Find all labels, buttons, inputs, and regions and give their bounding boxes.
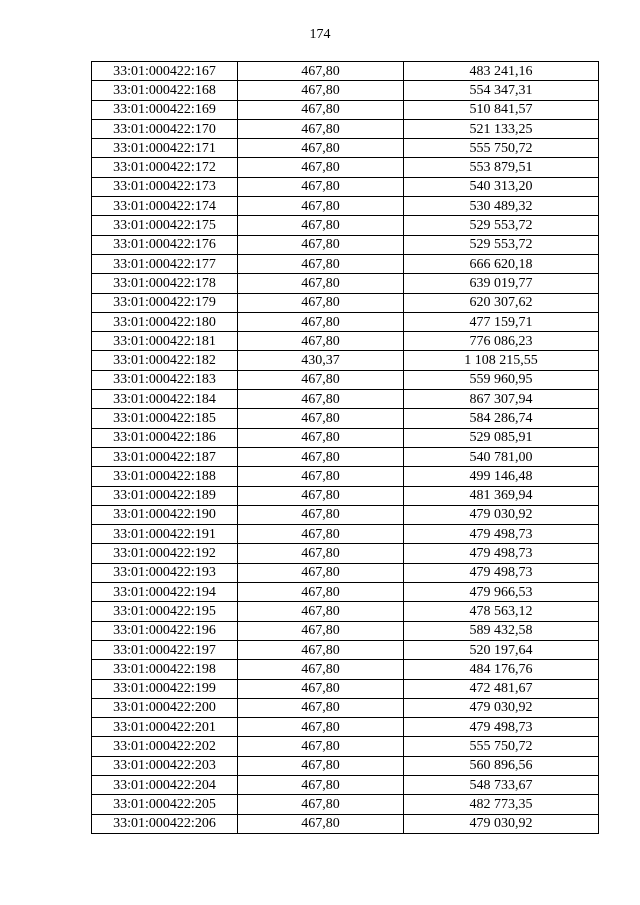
area-cell: 467,80 — [238, 660, 404, 679]
cadastral-number-cell: 33:01:000422:170 — [92, 119, 238, 138]
area-cell: 467,80 — [238, 583, 404, 602]
area-cell: 467,80 — [238, 158, 404, 177]
cadastral-number-cell: 33:01:000422:182 — [92, 351, 238, 370]
area-cell: 467,80 — [238, 274, 404, 293]
cadastral-number-cell: 33:01:000422:197 — [92, 640, 238, 659]
table-row — [92, 756, 599, 775]
table-row — [92, 254, 599, 273]
table-row — [92, 775, 599, 794]
cadastral-number-cell: 33:01:000422:193 — [92, 563, 238, 582]
value-cell: 540 781,00 — [404, 447, 599, 466]
cadastral-number-cell: 33:01:000422:173 — [92, 177, 238, 196]
value-cell: 479 498,73 — [404, 563, 599, 582]
cadastral-number-cell: 33:01:000422:181 — [92, 332, 238, 351]
cadastral-number-cell: 33:01:000422:184 — [92, 390, 238, 409]
value-cell: 520 197,64 — [404, 640, 599, 659]
value-cell: 589 432,58 — [404, 621, 599, 640]
value-cell: 521 133,25 — [404, 119, 599, 138]
value-cell: 481 369,94 — [404, 486, 599, 505]
cadastral-number-cell: 33:01:000422:187 — [92, 447, 238, 466]
cadastral-number-cell: 33:01:000422:198 — [92, 660, 238, 679]
table-row — [92, 370, 599, 389]
table-row — [92, 274, 599, 293]
area-cell: 467,80 — [238, 718, 404, 737]
cadastral-number-cell: 33:01:000422:179 — [92, 293, 238, 312]
table-row — [92, 505, 599, 524]
area-cell: 467,80 — [238, 254, 404, 273]
area-cell: 467,80 — [238, 544, 404, 563]
cadastral-number-cell: 33:01:000422:172 — [92, 158, 238, 177]
area-cell: 430,37 — [238, 351, 404, 370]
area-cell: 467,80 — [238, 81, 404, 100]
table-row — [92, 621, 599, 640]
value-cell: 479 966,53 — [404, 583, 599, 602]
value-cell: 554 347,31 — [404, 81, 599, 100]
cadastral-number-cell: 33:01:000422:201 — [92, 718, 238, 737]
area-cell: 467,80 — [238, 486, 404, 505]
cadastral-number-cell: 33:01:000422:168 — [92, 81, 238, 100]
value-cell: 478 563,12 — [404, 602, 599, 621]
area-cell: 467,80 — [238, 698, 404, 717]
area-cell: 467,80 — [238, 563, 404, 582]
value-cell: 472 481,67 — [404, 679, 599, 698]
area-cell: 467,80 — [238, 119, 404, 138]
value-cell: 529 085,91 — [404, 428, 599, 447]
cadastral-number-cell: 33:01:000422:195 — [92, 602, 238, 621]
value-cell: 483 241,16 — [404, 62, 599, 81]
value-cell: 867 307,94 — [404, 390, 599, 409]
cadastral-number-cell: 33:01:000422:167 — [92, 62, 238, 81]
area-cell: 467,80 — [238, 467, 404, 486]
area-cell: 467,80 — [238, 62, 404, 81]
area-cell: 467,80 — [238, 775, 404, 794]
area-cell: 467,80 — [238, 216, 404, 235]
value-cell: 479 498,73 — [404, 544, 599, 563]
table-row — [92, 583, 599, 602]
value-cell: 553 879,51 — [404, 158, 599, 177]
table-row — [92, 602, 599, 621]
area-cell: 467,80 — [238, 756, 404, 775]
cadastral-number-cell: 33:01:000422:203 — [92, 756, 238, 775]
value-cell: 1 108 215,55 — [404, 351, 599, 370]
area-cell: 467,80 — [238, 197, 404, 216]
value-cell: 479 030,92 — [404, 505, 599, 524]
area-cell: 467,80 — [238, 814, 404, 833]
table-row — [92, 737, 599, 756]
value-cell: 555 750,72 — [404, 737, 599, 756]
table-row — [92, 698, 599, 717]
area-cell: 467,80 — [238, 640, 404, 659]
value-cell: 479 030,92 — [404, 814, 599, 833]
value-cell: 584 286,74 — [404, 409, 599, 428]
cadastral-number-cell: 33:01:000422:202 — [92, 737, 238, 756]
cadastral-number-cell: 33:01:000422:194 — [92, 583, 238, 602]
value-cell: 776 086,23 — [404, 332, 599, 351]
table-row — [92, 100, 599, 119]
table-row — [92, 62, 599, 81]
table-row — [92, 216, 599, 235]
value-cell: 499 146,48 — [404, 467, 599, 486]
value-cell: 484 176,76 — [404, 660, 599, 679]
value-cell: 529 553,72 — [404, 216, 599, 235]
value-cell: 548 733,67 — [404, 775, 599, 794]
data-table — [91, 61, 599, 834]
table-row — [92, 390, 599, 409]
area-cell: 467,80 — [238, 505, 404, 524]
area-cell: 467,80 — [238, 447, 404, 466]
table-body — [92, 62, 599, 834]
value-cell: 529 553,72 — [404, 235, 599, 254]
table-row — [92, 679, 599, 698]
cadastral-number-cell: 33:01:000422:180 — [92, 312, 238, 331]
table-row — [92, 563, 599, 582]
area-cell: 467,80 — [238, 679, 404, 698]
value-cell: 560 896,56 — [404, 756, 599, 775]
cadastral-number-cell: 33:01:000422:199 — [92, 679, 238, 698]
area-cell: 467,80 — [238, 235, 404, 254]
table-row — [92, 467, 599, 486]
table-row — [92, 795, 599, 814]
table-row — [92, 197, 599, 216]
cadastral-number-cell: 33:01:000422:183 — [92, 370, 238, 389]
cadastral-number-cell: 33:01:000422:171 — [92, 139, 238, 158]
area-cell: 467,80 — [238, 409, 404, 428]
area-cell: 467,80 — [238, 312, 404, 331]
area-cell: 467,80 — [238, 525, 404, 544]
area-cell: 467,80 — [238, 177, 404, 196]
table-row — [92, 409, 599, 428]
value-cell: 559 960,95 — [404, 370, 599, 389]
cadastral-number-cell: 33:01:000422:196 — [92, 621, 238, 640]
value-cell: 477 159,71 — [404, 312, 599, 331]
table-row — [92, 544, 599, 563]
table-row — [92, 177, 599, 196]
table-row — [92, 119, 599, 138]
area-cell: 467,80 — [238, 602, 404, 621]
table-row — [92, 486, 599, 505]
table-row — [92, 293, 599, 312]
area-cell: 467,80 — [238, 293, 404, 312]
cadastral-number-cell: 33:01:000422:204 — [92, 775, 238, 794]
table-row — [92, 447, 599, 466]
cadastral-number-cell: 33:01:000422:175 — [92, 216, 238, 235]
table-row — [92, 428, 599, 447]
table-row — [92, 525, 599, 544]
area-cell: 467,80 — [238, 621, 404, 640]
value-cell: 479 498,73 — [404, 525, 599, 544]
value-cell: 479 498,73 — [404, 718, 599, 737]
table-row — [92, 718, 599, 737]
cadastral-number-cell: 33:01:000422:189 — [92, 486, 238, 505]
page-number: 174 — [309, 27, 331, 42]
cadastral-number-cell: 33:01:000422:169 — [92, 100, 238, 119]
area-cell: 467,80 — [238, 100, 404, 119]
cadastral-number-cell: 33:01:000422:190 — [92, 505, 238, 524]
table-row — [92, 814, 599, 833]
table-row — [92, 81, 599, 100]
area-cell: 467,80 — [238, 390, 404, 409]
area-cell: 467,80 — [238, 428, 404, 447]
table-row — [92, 660, 599, 679]
cadastral-number-cell: 33:01:000422:200 — [92, 698, 238, 717]
value-cell: 666 620,18 — [404, 254, 599, 273]
value-cell: 482 773,35 — [404, 795, 599, 814]
value-cell: 620 307,62 — [404, 293, 599, 312]
table-row — [92, 158, 599, 177]
table-row — [92, 640, 599, 659]
table-row — [92, 139, 599, 158]
area-cell: 467,80 — [238, 370, 404, 389]
cadastral-number-cell: 33:01:000422:176 — [92, 235, 238, 254]
area-cell: 467,80 — [238, 332, 404, 351]
cadastral-number-cell: 33:01:000422:177 — [92, 254, 238, 273]
value-cell: 555 750,72 — [404, 139, 599, 158]
value-cell: 530 489,32 — [404, 197, 599, 216]
area-cell: 467,80 — [238, 795, 404, 814]
cadastral-number-cell: 33:01:000422:206 — [92, 814, 238, 833]
cadastral-number-cell: 33:01:000422:174 — [92, 197, 238, 216]
area-cell: 467,80 — [238, 139, 404, 158]
table-row — [92, 235, 599, 254]
cadastral-number-cell: 33:01:000422:186 — [92, 428, 238, 447]
cadastral-number-cell: 33:01:000422:192 — [92, 544, 238, 563]
table-row — [92, 332, 599, 351]
cadastral-number-cell: 33:01:000422:185 — [92, 409, 238, 428]
cadastral-number-cell: 33:01:000422:191 — [92, 525, 238, 544]
table-row — [92, 312, 599, 331]
table-row — [92, 351, 599, 370]
value-cell: 510 841,57 — [404, 100, 599, 119]
value-cell: 639 019,77 — [404, 274, 599, 293]
area-cell: 467,80 — [238, 737, 404, 756]
cadastral-number-cell: 33:01:000422:178 — [92, 274, 238, 293]
value-cell: 540 313,20 — [404, 177, 599, 196]
cadastral-number-cell: 33:01:000422:188 — [92, 467, 238, 486]
value-cell: 479 030,92 — [404, 698, 599, 717]
cadastral-number-cell: 33:01:000422:205 — [92, 795, 238, 814]
